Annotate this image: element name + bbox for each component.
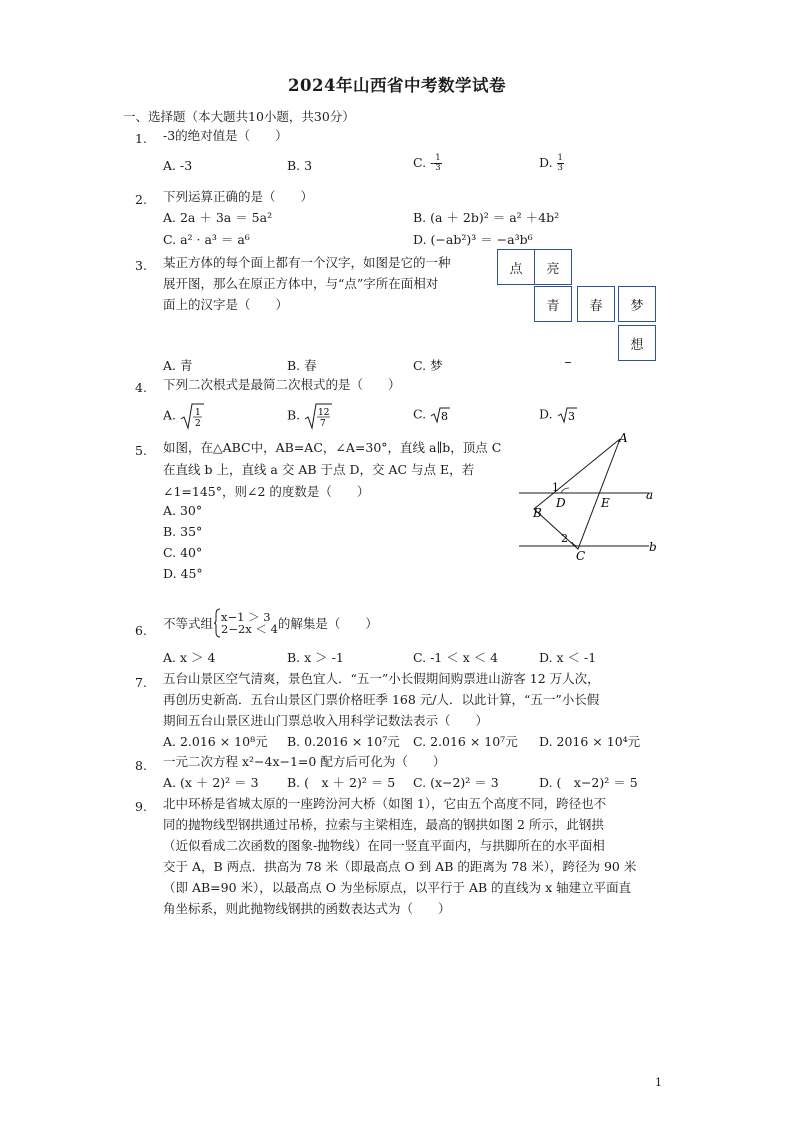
label-point-c: C — [576, 549, 586, 563]
q9-line-3: （近似看成二次函数的图象-抛物线）在同一竖直平面内，与拱脚所在的水平面相 — [163, 838, 605, 853]
fraction-denominator: 3 — [557, 163, 563, 173]
fraction-numerator: 1 — [435, 153, 441, 163]
label-line-b: b — [649, 540, 657, 554]
q1-option-c-fraction — [434, 154, 441, 173]
q1-option-d-prefix: D. — [539, 155, 553, 170]
q3-number: 3. — [135, 258, 147, 273]
q2-text: 下列运算正确的是（ ） — [163, 189, 314, 204]
page-title: 2024年山西省中考数学试卷 — [288, 76, 506, 95]
q7-line-3: 期间五台山景区进山门票总收入用科学记数法表示（ ） — [163, 713, 489, 728]
q8-option-a: A. (x ＋ 2)² ＝ 3 — [163, 775, 259, 790]
triangle-abc — [534, 439, 620, 549]
net-cell-6: 想 — [618, 325, 656, 361]
q4-option-b-prefix: B. — [287, 407, 301, 423]
cube-net-figure — [497, 249, 657, 363]
q7-line-1: 五台山景区空气清爽，景色宜人．“五一”小长假期间购票进山游客 12 万人次， — [163, 671, 600, 686]
radical-sign-icon — [304, 402, 332, 430]
q1-option-d-fraction — [557, 154, 564, 173]
q1-option-d — [539, 154, 564, 173]
q5-option-c: C. 40° — [163, 545, 203, 560]
q1-text: -3的绝对值是（ ） — [163, 128, 288, 143]
label-point-e: E — [601, 496, 610, 510]
inequality-row-2: 2−2x ＜ 4 — [221, 622, 278, 636]
q5-option-b: B. 35° — [163, 524, 203, 539]
q6-text — [163, 608, 378, 638]
q4-option-a-prefix: A. — [163, 407, 177, 423]
net-cell-4: 春 — [577, 286, 615, 322]
q3-option-c: C. 梦 — [413, 358, 443, 373]
q3-line-1: 某正方体的每个面上都有一个汉字，如图是它的一种 — [163, 255, 451, 270]
q6-prefix: 不等式组 — [163, 616, 214, 631]
q4-option-d-prefix: D. — [539, 406, 553, 422]
q8-number: 8. — [135, 758, 147, 773]
q3-option-a: A. 青 — [163, 358, 193, 373]
answer-blank-mark — [565, 362, 571, 363]
q6-number: 6. — [135, 623, 147, 638]
q5-line-2: 在直线 b 上，直线 a 交 AB 于点 D，交 AC 与点 E，若 — [163, 462, 475, 477]
q8-option-d: D. ( x−2)² ＝ 5 — [539, 775, 638, 790]
q1-option-a: A. -3 — [163, 158, 193, 173]
q4-option-c-prefix: C. — [413, 406, 427, 422]
left-brace-icon — [213, 608, 221, 638]
q9-number: 9. — [135, 799, 147, 814]
label-point-d: D — [556, 496, 566, 510]
q6-option-c: C. -1 ＜ x ＜ 4 — [413, 650, 499, 665]
q2-option-c: C. a² · a³ ＝ a⁶ — [163, 232, 250, 247]
q8-option-b: B. ( x ＋ 2)² ＝ 5 — [287, 775, 396, 790]
q4-option-d — [539, 406, 577, 424]
label-angle-2: 2 — [561, 532, 568, 545]
radicand: 8 — [441, 410, 449, 423]
q9-line-4: 交于 A，B 两点．拱高为 78 米（即最高点 O 到 AB 的距离为 78 米），跨径为 90 米 — [163, 859, 637, 874]
q7-option-d: D. 2016 × 10⁴元 — [539, 734, 641, 749]
angle-1-arc — [561, 488, 569, 493]
radicand-denominator: 2 — [195, 419, 201, 429]
q2-option-a: A. 2a ＋ 3a ＝ 5a² — [163, 210, 273, 225]
q8-option-c: C. (x−2)² ＝ 3 — [413, 775, 499, 790]
fraction-numerator: 1 — [557, 153, 563, 163]
q7-number: 7. — [135, 675, 147, 690]
inequality-system — [221, 611, 278, 635]
q7-option-a: A. 2.016 × 10⁸元 — [163, 734, 268, 749]
q5-option-d: D. 45° — [163, 566, 203, 581]
q9-line-5: （即 AB=90 米），以最高点 O 为坐标原点，以平行于 AB 的直线为 x 轴建立平面直 — [163, 880, 632, 895]
q7-line-2: 再创历史新高．五台山景区门票价格旺季 168 元/人．以此计算，“五一”小长假 — [163, 692, 600, 707]
fraction-denominator: 3 — [435, 163, 441, 173]
q1-option-b: B. 3 — [287, 158, 313, 173]
q3-line-3: 面上的汉字是（ ） — [163, 297, 289, 312]
q7-option-c: C. 2.016 × 10⁷元 — [413, 734, 518, 749]
q2-option-d: D. (−ab²)³ ＝ −a³b⁶ — [413, 232, 533, 247]
angle-2-arc — [572, 542, 578, 546]
q6-option-d: D. x ＜ -1 — [539, 650, 597, 665]
q5-line-3: ∠1=145°，则∠2 的度数是（ ） — [163, 484, 370, 499]
q9-line-2: 同的抛物线型钢拱通过吊桥，拉索与主梁相连，最高的钢拱如图 2 所示，此钢拱 — [163, 817, 604, 832]
radicand-numerator: 12 — [318, 408, 330, 418]
q8-text: 一元二次方程 x²−4x−1=0 配方后可化为（ ） — [163, 754, 446, 769]
triangle-figure — [515, 428, 665, 568]
radical-sign-icon — [180, 402, 204, 430]
q2-option-b: B. (a ＋ 2b)² ＝ a² ＋4b² — [413, 210, 560, 225]
net-cell-1: 点 — [497, 249, 535, 285]
q5-number: 5. — [135, 443, 147, 458]
q3-line-2: 展开图，那么在原正方体中，与“点”字所在面相对 — [163, 276, 439, 291]
q5-option-a: A. 30° — [163, 503, 203, 518]
q6-option-a: A. x ＞ 4 — [163, 650, 216, 665]
label-line-a: a — [646, 488, 654, 502]
radical-sign-icon — [430, 406, 450, 424]
inequality-row-1: x−1 ＞ 3 — [221, 610, 271, 624]
radicand-numerator: 1 — [195, 408, 201, 418]
radical-sign-icon — [557, 406, 577, 424]
radicand: 3 — [567, 410, 575, 423]
radicand-denominator: 7 — [320, 419, 326, 429]
q4-number: 4. — [135, 380, 147, 395]
q5-line-1: 如图，在△ABC中，AB=AC，∠A=30°，直线 a∥b，顶点 C — [163, 440, 502, 455]
q6-option-b: B. x ＞ -1 — [287, 650, 344, 665]
q4-text: 下列二次根式是最简二次根式的是（ ） — [163, 377, 401, 392]
net-cell-5: 梦 — [618, 286, 656, 322]
net-cell-2: 亮 — [534, 249, 572, 285]
label-point-a: A — [619, 431, 628, 445]
q4-option-b — [287, 402, 332, 430]
q9-line-1: 北中环桥是省城太原的一座跨汾河大桥（如图 1），它由五个高度不同，跨径也不 — [163, 796, 607, 811]
q4-option-c — [413, 406, 450, 424]
q4-option-a — [163, 402, 204, 430]
page-number: 1 — [655, 1076, 662, 1089]
q6-suffix: 的解集是（ ） — [277, 616, 378, 631]
net-cell-3: 青 — [534, 286, 572, 322]
q3-option-b: B. 春 — [287, 358, 317, 373]
q1-number: 1. — [135, 131, 147, 146]
q9-line-6: 角坐标系，则此抛物线钢拱的函数表达式为（ ） — [163, 901, 451, 916]
q1-option-c-prefix: C. - — [413, 155, 435, 170]
label-point-b: B — [533, 506, 542, 520]
label-angle-1: 1 — [552, 481, 559, 494]
q1-option-c — [413, 154, 442, 173]
q7-option-b: B. 0.2016 × 10⁷元 — [287, 734, 400, 749]
q2-number: 2. — [135, 192, 147, 207]
section-heading: 一、选择题（本大题共10小题，共30分） — [123, 109, 355, 124]
